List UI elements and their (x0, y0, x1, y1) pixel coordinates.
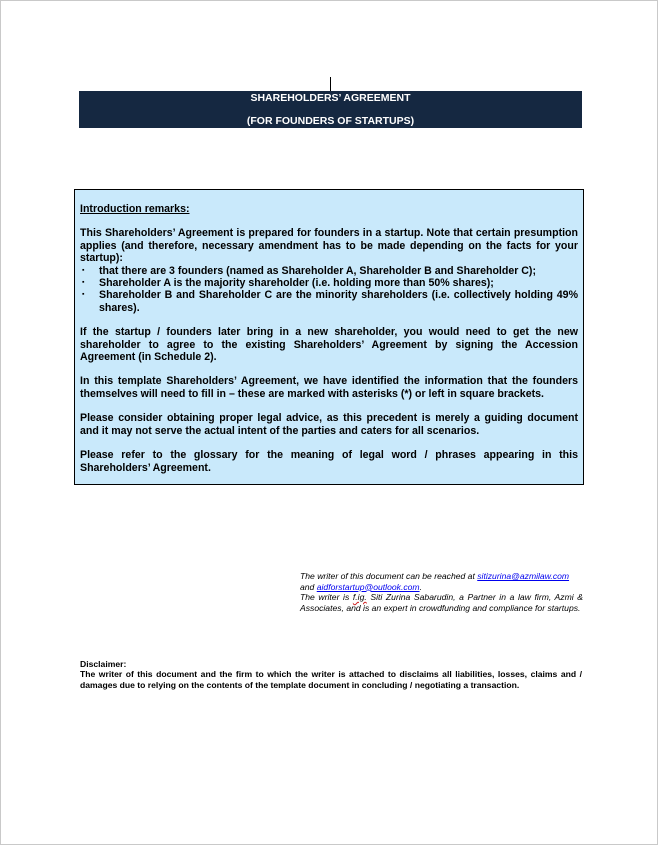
misspelled-word: f.ig. (352, 592, 367, 603)
bullet-icon: ▪ (82, 266, 85, 274)
intro-paragraph: In this template Shareholders’ Agreement, we have identified the information that the founders themselves will need to fill in – these are marked with asterisks (*) or left in square brackets. (80, 375, 578, 400)
text-cursor (330, 77, 331, 92)
list-item-text: Shareholder B and Shareholder C are the minority shareholders (i.e. collectively holding 49% shares). (99, 289, 578, 314)
list-item-text: that there are 3 founders (named as Shareholder A, Shareholder B and Shareholder C); (99, 264, 536, 277)
contact-text: The writer of this document can be reached at (300, 571, 478, 581)
intro-paragraph: Please refer to the glossary for the meaning of legal word / phrases appearing in this Shareholders’ Agreement. (80, 449, 578, 474)
document-subtitle: (FOR FOUNDERS OF STARTUPS) (246, 115, 415, 127)
contact-text: . (419, 581, 422, 592)
email-link[interactable]: sitizurina@azmilaw.com (477, 571, 570, 581)
list-item (80, 277, 578, 289)
contact-note (300, 571, 583, 613)
list-item-text: Shareholder A is the majority shareholder (i.e. holding more than 50% shares); (99, 277, 494, 290)
intro-paragraph: Please consider obtaining proper legal advice, as this precedent is merely a guiding document and it may not serve the actual intent of the parties and caters for all scenarios. (80, 412, 578, 437)
intro-paragraph: This Shareholders’ Agreement is prepared for founders in a startup. Note that certain presumption applies (and therefore, necessary amendment has to be made depending on the facts for your startup): (80, 227, 578, 265)
list-item (80, 265, 578, 277)
disclaimer-text: The writer of this document and the firm to which the writer is attached to disclaims all liabilities, losses, claims and / damages due to relying on the contents of the template document in concluding / negotiating a transaction. (80, 669, 582, 690)
contact-text: and (300, 581, 317, 592)
intro-paragraph: If the startup / founders later bring in a new shareholder, you would need to get the new shareholder to agree to the existing Shareholders’ Agreement by signing the Accession Agreement (in Schedule 2). (80, 326, 578, 364)
bullet-icon: ▪ (82, 291, 85, 299)
bullet-icon: ▪ (82, 279, 85, 287)
introduction-heading: Introduction remarks: (80, 203, 190, 215)
disclaimer-heading: Disclaimer: (80, 659, 127, 669)
contact-text: The writer is (300, 592, 353, 603)
document-title: SHAREHOLDERS’ AGREEMENT (250, 92, 411, 104)
disclaimer (80, 659, 582, 690)
title-block (79, 91, 582, 128)
contact-text: Siti Zurina Sabarudin, a Partner in a law firm, Azmi & Associates, and is an expert in crowdfunding and compliance for startups. (300, 592, 583, 613)
email-link[interactable]: aidforstartup@outlook.com (316, 581, 420, 592)
list-item (80, 289, 578, 314)
introduction-box (74, 189, 584, 485)
presumption-list (80, 265, 578, 315)
